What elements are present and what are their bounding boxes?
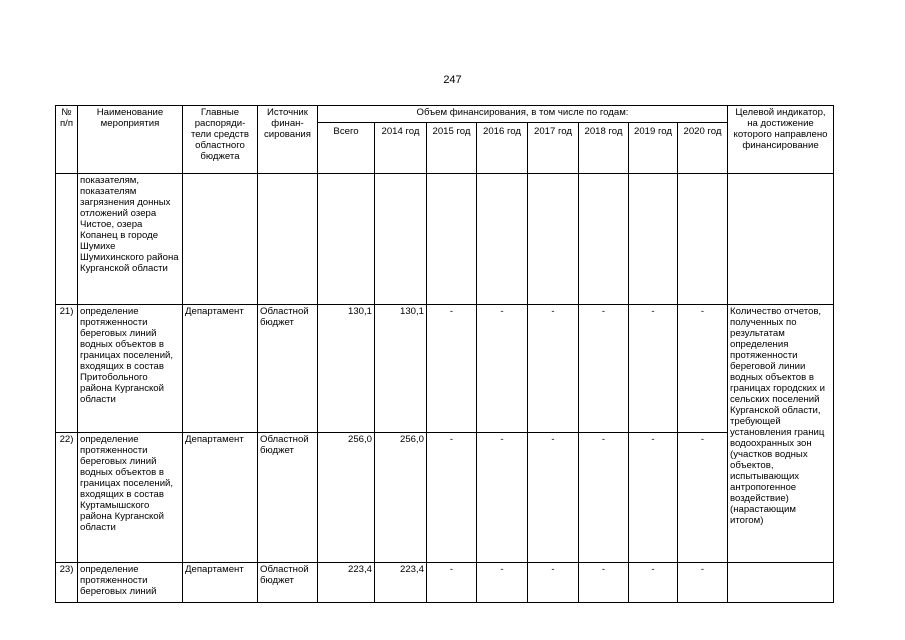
funding-table [55,105,834,603]
row-year-2020: - [678,563,728,603]
row-year-2015: - [427,305,477,433]
row-year-2017: - [528,563,579,603]
row-year-2017: - [528,305,579,433]
row-year-2017: - [528,433,579,563]
header-indicator: Целевой индикатор, на достижение которого направлено финансирование [728,106,834,174]
header-year-2020: 2020 год [678,123,728,174]
table-row [56,563,834,603]
row-manager: Департамент [183,433,258,563]
row-name: определение протяженности береговых линий водных объектов в границах поселений, входящих в состав Куртамышского района Курганской области [78,433,183,563]
row-manager [183,174,258,305]
row-year-2015: - [427,433,477,563]
row-year-2018: - [579,563,629,603]
row-year-2019: - [629,563,678,603]
header-year-2019: 2019 год [629,123,678,174]
header-name: Наименование мероприятия [78,106,183,174]
header-source: Источник финан-сирования [258,106,318,174]
row-indicator [728,174,834,305]
row-year-2020 [678,174,728,305]
row-total: 223,4 [318,563,375,603]
row-name: показателям, показателям загрязнения донных отложений озера Чистое, озера Копанец в городе Шумихе Шумихинского района Курганской области [78,174,183,305]
row-year-2019 [629,174,678,305]
header-year-2014: 2014 год [375,123,427,174]
row-year-2014: 223,4 [375,563,427,603]
row-source: Областной бюджет [258,563,318,603]
header-year-2017: 2017 год [528,123,579,174]
row-total: 256,0 [318,433,375,563]
row-year-2016: - [477,433,528,563]
header-total: Всего [318,123,375,174]
header-num: № п/п [56,106,78,174]
row-year-2016 [477,174,528,305]
row-manager: Департамент [183,563,258,603]
row-num: 23) [56,563,78,603]
indicator-text: Количество отчетов, полученных по результатам определения протяженности береговой линии водных объектов в границах городских и сельских поселений Курганской области, требующей установления границ водоохранных зон (участков водных объектов, испытывающих антропогенное воздействие) (нарастающим итогом) [728,305,834,563]
header-year-2016: 2016 год [477,123,528,174]
header-year-2015: 2015 год [427,123,477,174]
row-year-2015: - [427,563,477,603]
header-funding-group: Объем финансирования, в том числе по годам: [318,106,728,123]
row-year-2018 [579,174,629,305]
row-num: 22) [56,433,78,563]
table-row [56,305,834,433]
row-num [56,174,78,305]
row-year-2017 [528,174,579,305]
row-year-2014 [375,174,427,305]
row-year-2019: - [629,305,678,433]
row-total [318,174,375,305]
row-manager: Департамент [183,305,258,433]
row-year-2016: - [477,563,528,603]
row-year-2018: - [579,433,629,563]
row-source: Областной бюджет [258,305,318,433]
row-year-2020: - [678,305,728,433]
row-year-2014: 256,0 [375,433,427,563]
row-source: Областной бюджет [258,433,318,563]
row-year-2018: - [579,305,629,433]
header-year-2018: 2018 год [579,123,629,174]
row-year-2016: - [477,305,528,433]
header-managers: Главные распоряди-тели средств областного бюджета [183,106,258,174]
page-number: 247 [443,74,462,86]
row-name: определение протяженности береговых линий [78,563,183,603]
row-indicator [728,563,834,603]
row-year-2019: - [629,433,678,563]
row-total: 130,1 [318,305,375,433]
row-name: определение протяженности береговых линий водных объектов в границах поселений, входящих в состав Притобольного района Курганской области [78,305,183,433]
row-year-2015 [427,174,477,305]
row-source [258,174,318,305]
table-row [56,433,834,563]
table-row [56,174,834,305]
row-year-2020: - [678,433,728,563]
row-year-2014: 130,1 [375,305,427,433]
row-num: 21) [56,305,78,433]
